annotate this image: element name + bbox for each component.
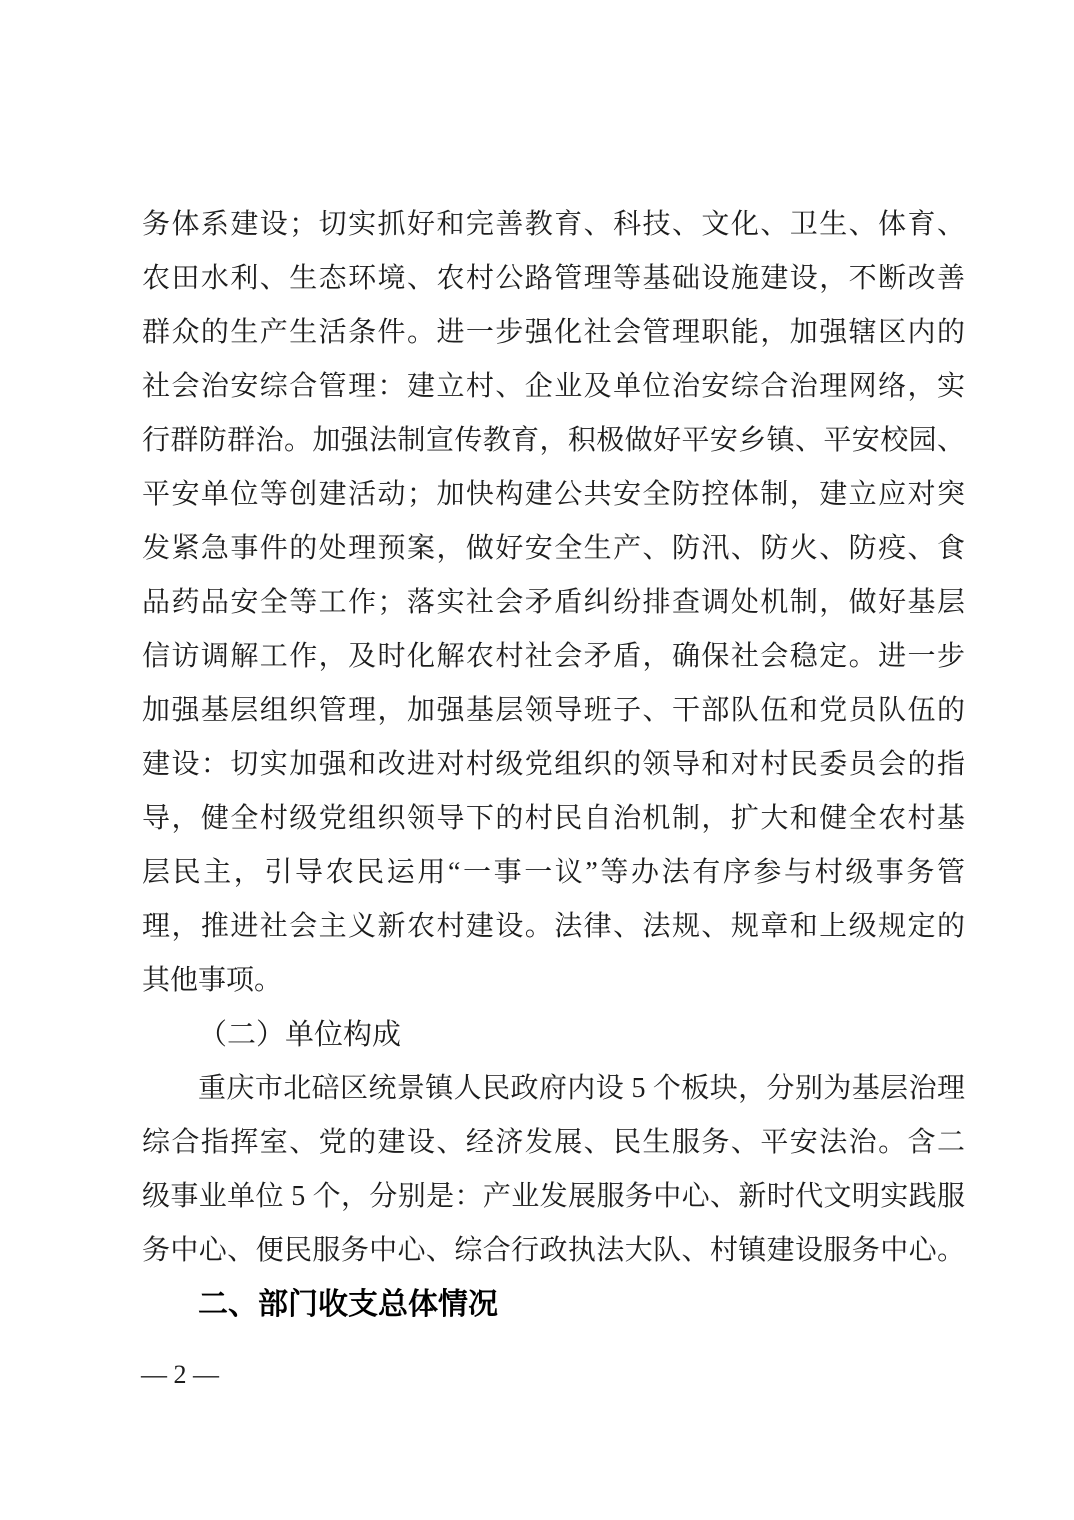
- body-line: 发紧急事件的处理预案，做好安全生产、防汛、防火、防疫、食: [142, 533, 965, 564]
- body-line: 平安单位等创建活动；加快构建公共安全防控体制，建立应对突: [142, 479, 965, 510]
- subsection-heading: （二）单位构成: [198, 1019, 402, 1051]
- body-line: 综合指挥室、党的建设、经济发展、民生服务、平安法治。含二: [142, 1127, 965, 1158]
- section-heading: 二、部门收支总体情况: [198, 1288, 498, 1321]
- page-number: — 2 —: [141, 1360, 219, 1389]
- body-line: 务中心、便民服务中心、综合行政执法大队、村镇建设服务中心。: [142, 1235, 965, 1266]
- body-line: 重庆市北碚区统景镇人民政府内设 5 个板块，分别为基层治理: [198, 1073, 965, 1104]
- body-line: 社会治安综合管理：建立村、企业及单位治安综合治理网络，实: [142, 371, 965, 402]
- body-text: [142, 198, 965, 1332]
- body-line: 建设：切实加强和改进对村级党组织的领导和对村民委员会的指: [142, 749, 965, 780]
- body-line: 层民主，引导农民运用“一事一议”等办法有序参与村级事务管: [142, 857, 965, 888]
- body-line: 级事业单位 5 个，分别是：产业发展服务中心、新时代文明实践服: [142, 1181, 965, 1212]
- body-line: 群众的生产生活条件。进一步强化社会管理职能，加强辖区内的: [142, 317, 965, 348]
- body-line: 品药品安全等工作；落实社会矛盾纠纷排查调处机制，做好基层: [142, 587, 965, 618]
- body-line: 理，推进社会主义新农村建设。法律、法规、规章和上级规定的: [142, 911, 965, 942]
- body-line: 务体系建设；切实抓好和完善教育、科技、文化、卫生、体育、: [142, 209, 965, 240]
- body-line: 导，健全村级党组织领导下的村民自治机制，扩大和健全农村基: [142, 803, 965, 834]
- body-line: 加强基层组织管理，加强基层领导班子、干部队伍和党员队伍的: [142, 695, 965, 726]
- body-line: 行群防群治。加强法制宣传教育，积极做好平安乡镇、平安校园、: [142, 425, 965, 456]
- body-line: 其他事项。: [142, 965, 283, 996]
- body-line: 信访调解工作，及时化解农村社会矛盾，确保社会稳定。进一步: [142, 641, 965, 672]
- body-line: 农田水利、生态环境、农村公路管理等基础设施建设，不断改善: [142, 263, 965, 294]
